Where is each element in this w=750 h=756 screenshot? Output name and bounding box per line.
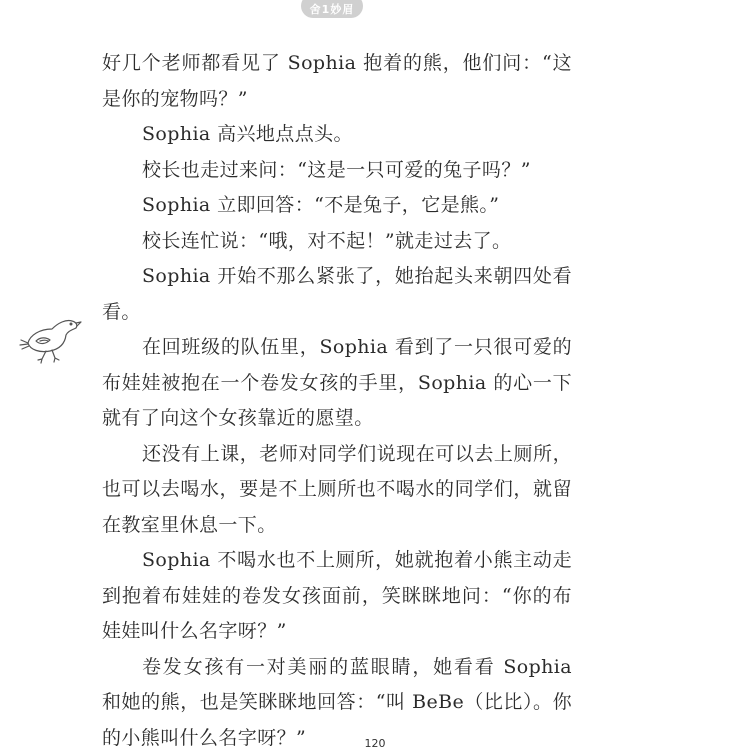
paragraph: 卷发女孩有一对美丽的蓝眼睛，她看看 Sophia 和她的熊，也是笑眯眯地回答：“叫 BeBe（比比）。你的小熊叫什么名字呀？” xyxy=(102,650,572,756)
paragraph: 在回班级的队伍里，Sophia 看到了一只很可爱的布娃娃被抱在一个卷发女孩的手里，Sophia 的心一下就有了向这个女孩靠近的愿望。 xyxy=(102,330,572,437)
body-text xyxy=(102,46,572,756)
paragraph: Sophia 立即回答：“不是兔子，它是熊。” xyxy=(102,188,572,224)
paragraph: Sophia 不喝水也不上厕所，她就抱着小熊主动走到抱着布娃娃的卷发女孩面前，笑眯眯地问：“你的布娃娃叫什么名字呀？” xyxy=(102,543,572,650)
paragraph: 还没有上课，老师对同学们说现在可以去上厕所，也可以去喝水，要是不上厕所也不喝水的同学们，就留在教室里休息一下。 xyxy=(102,437,572,544)
paragraph: 校长连忙说：“哦，对不起！”就走过去了。 xyxy=(102,224,572,260)
paragraph: Sophia 开始不那么紧张了，她抬起头来朝四处看看。 xyxy=(102,259,572,330)
paragraph: 好几个老师都看见了 Sophia 抱着的熊，他们问：“这是你的宠物吗？” xyxy=(102,46,572,117)
header-badge xyxy=(301,0,363,18)
header-badge-text: 舍1妙眉 xyxy=(310,1,355,17)
paragraph: Sophia 高兴地点点头。 xyxy=(102,117,572,153)
bird-sketch-icon xyxy=(18,313,82,365)
paragraph: 校长也走过来问：“这是一只可爱的兔子吗？” xyxy=(102,153,572,189)
page-number: 120 xyxy=(0,737,750,750)
